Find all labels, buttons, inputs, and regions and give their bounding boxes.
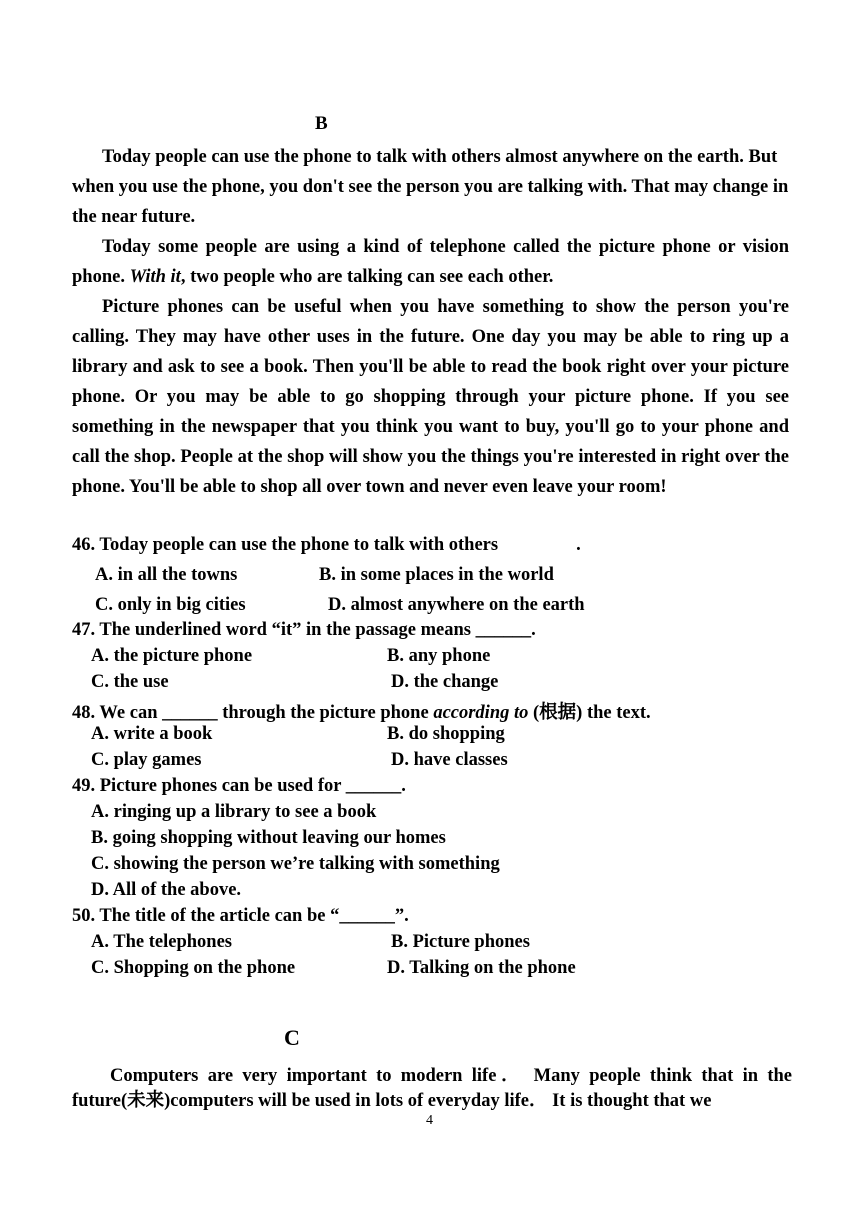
question-49-option-a: A. ringing up a library to see a book bbox=[91, 802, 377, 822]
question-48-stem bbox=[72, 698, 651, 724]
question-47-option-b: B. any phone bbox=[387, 646, 491, 666]
question-46-option-a: A. in all the towns bbox=[95, 565, 238, 585]
q46-stem-text: 46. Today people can use the phone to talk with others bbox=[72, 535, 499, 555]
question-46-option-b: B. in some places in the world bbox=[319, 565, 554, 585]
question-50-option-b: B. Picture phones bbox=[391, 932, 530, 952]
question-48-option-b: B. do shopping bbox=[387, 724, 505, 744]
question-48-option-d: D. have classes bbox=[391, 750, 508, 770]
question-46-stem bbox=[72, 535, 581, 556]
paragraph-2-text-start: Today some people are using a kind of telephone called the picture phone or vision phone. bbox=[72, 237, 789, 287]
passage-b-paragraph-2 bbox=[72, 232, 789, 292]
question-50-option-c: C. Shopping on the phone bbox=[91, 958, 296, 978]
question-50-option-a: A. The telephones bbox=[91, 932, 232, 952]
q48-stem-end: (根据) the text. bbox=[528, 703, 651, 723]
question-48-option-a: A. write a book bbox=[91, 724, 213, 744]
section-c-heading: C bbox=[284, 1025, 300, 1050]
section-b-heading: B bbox=[315, 113, 328, 134]
question-50-stem: 50. The title of the article can be “______”. bbox=[72, 906, 409, 926]
passage-b-paragraph-1: Today people can use the phone to talk with others almost anywhere on the earth. But when you use the phone, you don't see the person you are talking with. That may change in the near future. bbox=[72, 147, 789, 227]
question-47-option-a: A. the picture phone bbox=[91, 646, 253, 666]
question-50-option-d: D. Talking on the phone bbox=[387, 958, 576, 978]
q48-stem-italic: according to bbox=[433, 703, 529, 723]
question-46-option-d: D. almost anywhere on the earth bbox=[328, 595, 585, 615]
question-49-option-d: D. All of the above. bbox=[91, 880, 242, 900]
paragraph-2-text-end: , two people who are talking can see each other. bbox=[180, 267, 554, 287]
question-49-option-c: C. showing the person we’re talking with something bbox=[91, 854, 500, 874]
question-47-stem: 47. The underlined word “it” in the passage means ______. bbox=[72, 620, 536, 640]
question-47-option-d: D. the change bbox=[391, 672, 499, 692]
question-49-stem: 49. Picture phones can be used for ______. bbox=[72, 776, 406, 796]
question-48-option-c: C. play games bbox=[91, 750, 202, 770]
question-49-option-b: B. going shopping without leaving our homes bbox=[91, 828, 446, 848]
q46-stem-end: . bbox=[576, 535, 581, 555]
passage-b-paragraph-3: Picture phones can be useful when you have something to show the person you're calling. They may have other uses in the future. One day you may be able to ring up a library and ask to see a book. Then you'll be able to read the book right over your picture phone. Or you may be able to go shopping through your picture phone. If you see something in the newspaper that you think you want to buy, you'll go to your phone and call the shop. People at the shop will show you the things you're interested in right over the phone. You'll be able to shop all over town and never even leave your room! bbox=[72, 297, 789, 497]
page-number: 4 bbox=[426, 1113, 433, 1128]
paragraph-2-underlined-phrase: With it bbox=[129, 267, 181, 287]
question-46-option-c: C. only in big cities bbox=[95, 595, 246, 615]
question-47-option-c: C. the use bbox=[91, 672, 169, 692]
q48-stem-start: 48. We can ______ through the picture phone bbox=[72, 703, 434, 723]
passage-c-paragraph-1: Computers are very important to modern life． Many people think that in the future(未来)computers will be used in lots of everyday life． It is thought that we bbox=[72, 1066, 792, 1111]
